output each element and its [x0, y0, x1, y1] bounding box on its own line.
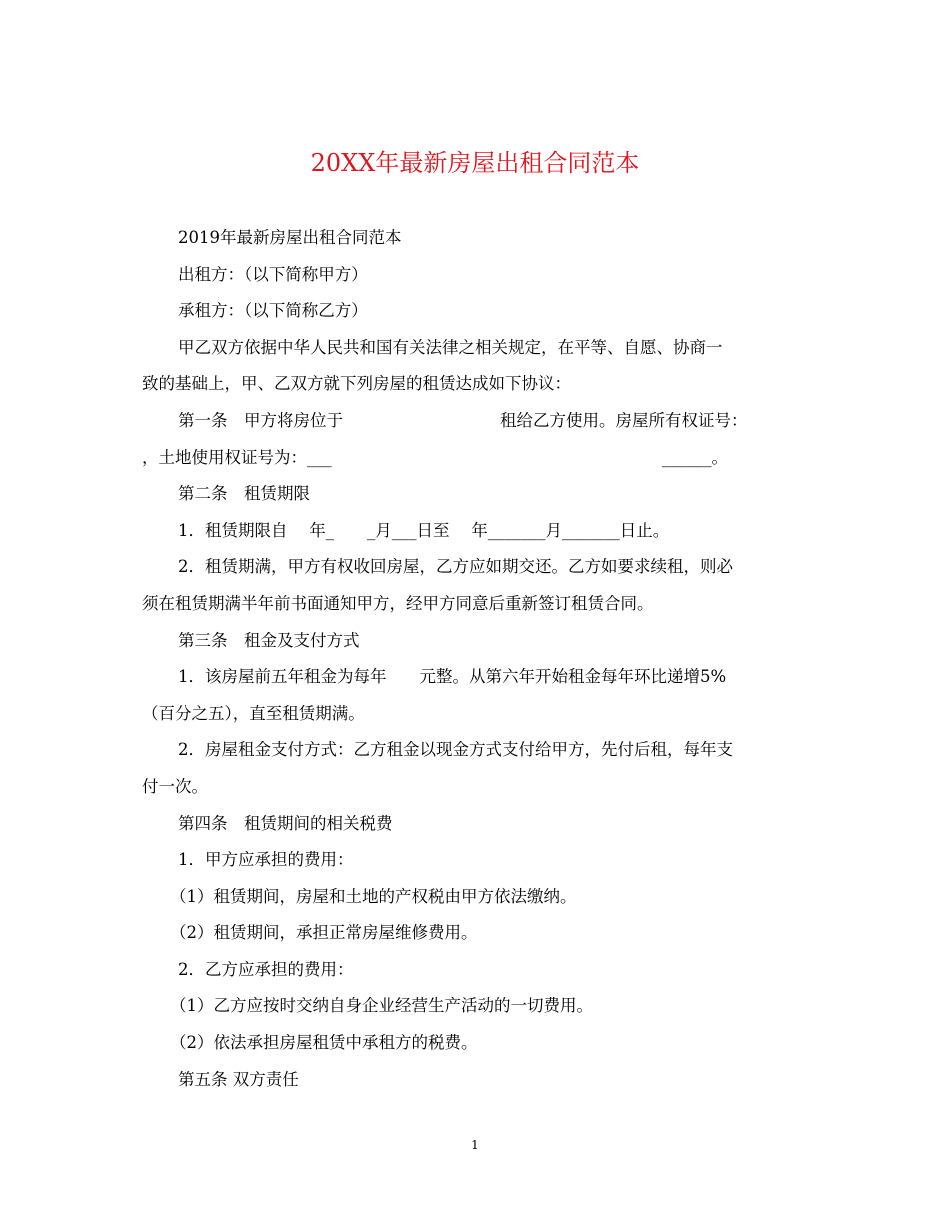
document-body	[142, 220, 808, 1098]
article-2-item-1: 1．租赁期限自 年_ _月___日至 年_______月_______日止。	[178, 520, 670, 540]
paragraph-lessor: 出租方：（以下简称甲方）	[178, 264, 368, 284]
article-3-item-1-line-2: （百分之五），直至租赁期满。	[142, 703, 365, 723]
article-4-item-2-sub-2: （2）依法承担房屋租赁中承租方的税费。	[170, 1033, 478, 1053]
paragraph-preamble-line-1: 甲乙双方依据中华人民共和国有关法律之相关规定，在平等、自愿、协商一	[178, 337, 723, 357]
article-4-item-1-sub-2: （2）租赁期间，承担正常房屋维修费用。	[170, 923, 478, 943]
article-1-text-c: ，土地使用权证号为：___	[142, 447, 332, 467]
article-3-item-2-line-1: 2．房屋租金支付方式：乙方租金以现金方式支付给甲方，先付后租，每年支	[178, 740, 733, 760]
page-number: 1	[471, 1138, 479, 1152]
paragraph-subtitle: 2019年最新房屋出租合同范本	[178, 228, 402, 247]
article-2-heading: 第二条 租赁期限	[178, 484, 310, 504]
article-3-heading: 第三条 租金及支付方式	[178, 630, 360, 650]
article-4-item-1-sub-1: （1）租赁期间，房屋和土地的产权税由甲方依法缴纳。	[170, 886, 577, 906]
article-4-item-2: 2．乙方应承担的费用：	[178, 959, 354, 979]
article-5-heading: 第五条 双方责任	[178, 1069, 299, 1089]
article-1-text-d: ______。	[662, 447, 728, 467]
article-1-text-b: 租给乙方使用。房屋所有权证号：	[500, 410, 748, 430]
document-title: 20XX年最新房屋出租合同范本	[310, 149, 640, 177]
article-3-item-1-line-1: 1．该房屋前五年租金为每年 元整。从第六年开始租金每年环比递增5%	[178, 667, 727, 687]
article-2-item-2-line-1: 2．租赁期满，甲方有权收回房屋，乙方应如期交还。乙方如要求续租，则必	[178, 557, 733, 577]
paragraph-lessee: 承租方：（以下简称乙方）	[178, 301, 368, 321]
article-1-line-2	[142, 440, 808, 477]
article-1-line-1	[142, 403, 808, 440]
article-1-text-a: 第一条 甲方将房位于	[178, 410, 343, 430]
article-4-heading: 第四条 租赁期间的相关税费	[178, 813, 393, 833]
article-3-item-2-line-2: 付一次。	[142, 776, 208, 796]
paragraph-preamble-line-2: 致的基础上，甲、乙双方就下列房屋的租赁达成如下协议：	[142, 374, 571, 394]
article-4-item-2-sub-1: （1）乙方应按时交纳自身企业经营生产活动的一切费用。	[170, 996, 593, 1016]
article-2-item-2-line-2: 须在租赁期满半年前书面通知甲方，经甲方同意后重新签订租赁合同。	[142, 593, 654, 613]
article-4-item-1: 1．甲方应承担的费用：	[178, 850, 354, 870]
